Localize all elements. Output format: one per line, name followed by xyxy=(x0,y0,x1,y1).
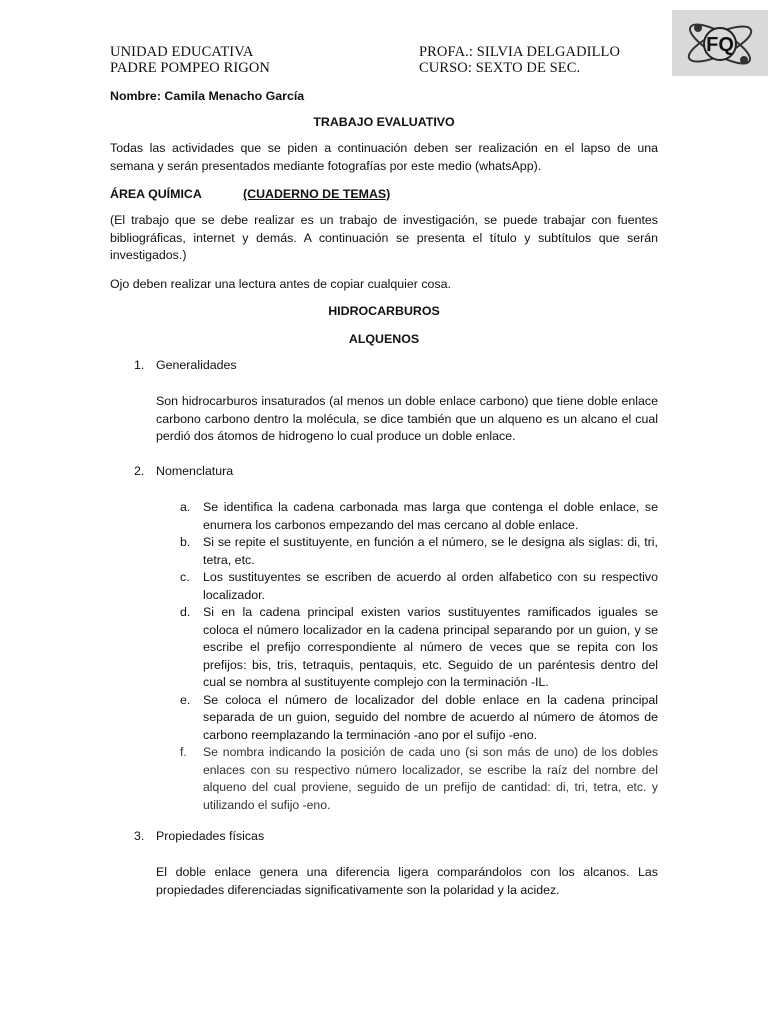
teacher-header xyxy=(419,44,620,76)
student-name: Nombre: Camila Menacho García xyxy=(110,89,305,103)
section-propiedades-body: El doble enlace genera una diferencia ligera comparándolos con los alcanos. Las propiedades diferenciadas significativamente son la polaridad y la acidez. xyxy=(156,865,658,897)
list-item xyxy=(180,499,658,534)
list-item-letter: e. xyxy=(180,692,191,707)
section-title: Propiedades físicas xyxy=(156,829,265,843)
section-number: 1. xyxy=(134,358,145,372)
section-number: 3. xyxy=(134,829,145,843)
list-item-letter: d. xyxy=(180,605,191,619)
list-item-text: Si en la cadena principal existen varios sustituyentes ramificados iguales se coloca el número localizador en la cadena principal separando por un guion, y se escribe el prefijo correspondiente al número de veces que se repita con los prefijos: bis, tris, tetraquis, pentaquis, etc. Seguido de un paréntesis dentro del cual se nombra al sustituyente complejo con la terminación -IL. xyxy=(203,605,658,689)
list-item xyxy=(180,744,658,814)
school-subname: PADRE POMPEO RIGON xyxy=(110,60,270,76)
nomenclature-list xyxy=(180,499,658,814)
intro-paragraph: Todas las actividades que se piden a continuación deben ser realización en el lapso de una semana y serán presentados mediante fotografías por este medio (whatsApp). xyxy=(110,141,658,173)
instructions-paragraph: (El trabajo que se debe realizar es un trabajo de investigación, se puede trabajar con fuentes bibliográficas, internet y demás. A continuación se presenta el título y subtítulos que serán investigados.) xyxy=(110,213,658,262)
fq-logo xyxy=(672,10,768,76)
section-title: Nomenclatura xyxy=(156,464,234,478)
reading-note: Ojo deben realizar una lectura antes de copiar cualquier cosa. xyxy=(110,277,451,291)
list-item xyxy=(180,569,658,604)
subtopic-heading: ALQUENOS xyxy=(348,332,420,346)
school-name: UNIDAD EDUCATIVA xyxy=(110,44,254,60)
topic-heading: HIDROCARBUROS xyxy=(328,304,440,318)
teacher-name: PROFA.: SILVIA DELGADILLO xyxy=(419,44,621,60)
list-item xyxy=(180,692,658,745)
list-item-letter: f. xyxy=(180,745,187,759)
course-name: CURSO: SEXTO DE SEC. xyxy=(419,60,581,76)
section-generalidades-body: Son hidrocarburos insaturados (al menos un doble enlace carbono) que tiene doble enlace carbono carbono dentro la molécula, se dice también que un alqueno es un alcano el cual perdió dos átomos de hidrogeno lo cual produce un doble enlace. xyxy=(156,394,658,443)
list-item-letter: a. xyxy=(180,500,191,514)
list-item-text: Se coloca el número de localizador del doble enlace en la cadena principal separada de un guion, seguido del nombre de acuerdo al número de átomos de carbono reemplazando la terminación -ano por el sufijo -eno. xyxy=(203,692,658,742)
list-item-text: Los sustituyentes se escriben de acuerdo al orden alfabetico con su respectivo localizador. xyxy=(203,570,658,602)
document-title: TRABAJO EVALUATIVO xyxy=(313,115,455,129)
list-item-text: Si se repite el sustituyente, en función a el número, se le designa als siglas: di, tri, tetra, etc. xyxy=(203,535,658,567)
section-title: Generalidades xyxy=(156,358,237,372)
list-item xyxy=(180,534,658,569)
area-label: ÁREA QUÍMICA xyxy=(110,187,202,201)
list-item xyxy=(180,604,658,692)
logo-text: FQ xyxy=(706,34,734,56)
school-header xyxy=(110,44,270,76)
section-number: 2. xyxy=(134,464,145,478)
list-item-letter: c. xyxy=(180,570,190,584)
atom-logo-icon xyxy=(672,10,768,76)
list-item-text: Se nombra indicando la posición de cada uno (si son más de uno) de los dobles enlaces con su respectivo número localizador, se escribe la raíz del nombre del alqueno del cual proviene, seguido de un prefijo de cantidad: di, tri, tetra, etc. y utilizando el sufijo -eno. xyxy=(203,745,658,812)
list-item-text: Se identifica la cadena carbonada mas larga que contenga el doble enlace, se enumera los carbonos empezando del mas cercano al doble enlace. xyxy=(203,500,658,532)
area-subtitle: (CUADERNO DE TEMAS) xyxy=(243,187,391,201)
list-item-letter: b. xyxy=(180,535,191,549)
